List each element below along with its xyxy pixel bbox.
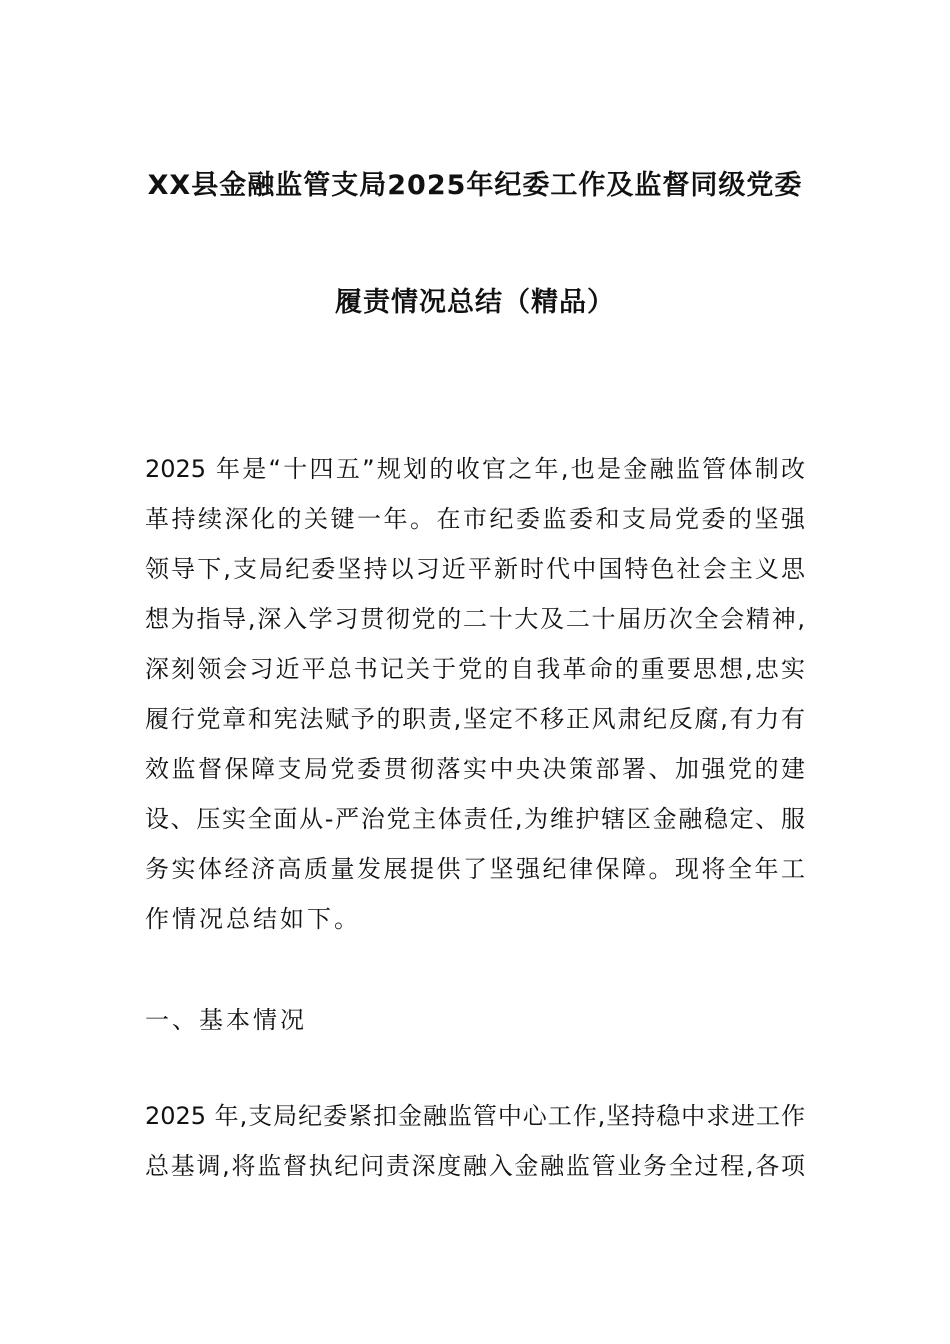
paragraph-line: 作情况总结如下。 bbox=[145, 905, 361, 933]
paragraph-line: 总基调,将监督执纪问责深度融入金融监管业务全过程,各项 bbox=[145, 1152, 805, 1180]
paragraph-line: 深刻领会习近平总书记关于党的自我革命的重要思想,忠实 bbox=[145, 655, 805, 683]
paragraph-line: 效监督保障支局党委贯彻落实中央决策部署、加强党的建 bbox=[145, 755, 805, 783]
paragraph-line: 设、压实全面从-严治党主体责任,为维护辖区金融稳定、服 bbox=[145, 805, 805, 833]
paragraph-line: 想为指导,深入学习贯彻党的二十大及二十届历次全会精神, bbox=[145, 605, 805, 633]
paragraph-line: 务实体经济高质量发展提供了坚强纪律保障。现将全年工 bbox=[145, 855, 805, 883]
document-title-line-2: 履责情况总结（精品） bbox=[335, 287, 615, 318]
paragraph-line: 2025 年是“十四五”规划的收官之年,也是金融监管体制改 bbox=[145, 455, 805, 483]
paragraph-line: 领导下,支局纪委坚持以习近平新时代中国特色社会主义思 bbox=[145, 555, 805, 583]
paragraph-line: 革持续深化的关键一年。在市纪委监委和支局党委的坚强 bbox=[145, 505, 805, 533]
paragraph-line: 履行党章和宪法赋予的职责,坚定不移正风肃纪反腐,有力有 bbox=[145, 705, 805, 733]
document-title-line-1: XX县金融监管支局2025年纪委工作及监督同级党委 bbox=[147, 170, 803, 201]
section-heading: 一、基本情况 bbox=[145, 1006, 307, 1034]
paragraph-line: 2025 年,支局纪委紧扣金融监管中心工作,坚持稳中求进工作 bbox=[145, 1102, 805, 1130]
